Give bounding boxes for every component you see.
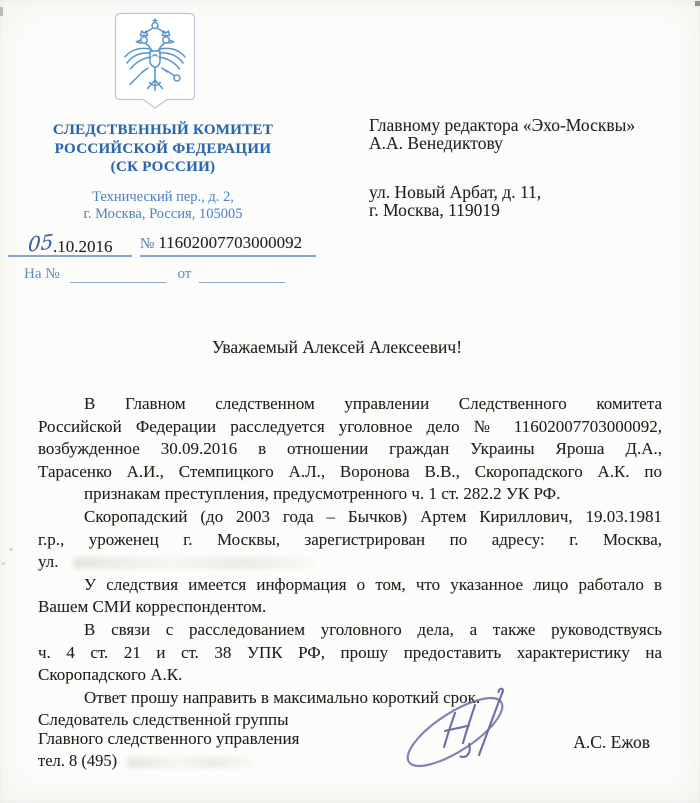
salutation: Уважаемый Алексей Алексеевич! bbox=[211, 337, 463, 357]
recipient-line: А.А. Венедиктову bbox=[369, 133, 503, 153]
body-line: Скоропадского А.К. bbox=[38, 665, 183, 685]
body-line: У следствия имеется информация о том, что указанное лицо работало в bbox=[84, 574, 662, 594]
signer-title bbox=[38, 711, 368, 748]
letterhead-org-name bbox=[10, 121, 316, 177]
body-line-text: ул. bbox=[38, 552, 59, 572]
body-line: ч. 4 ст. 21 и ст. 38 УПК РФ, прошу предоставить характеристику на bbox=[38, 642, 662, 662]
body-line: Ответ прошу направить в максимально короткий срок. bbox=[84, 687, 481, 707]
reply-number-label: На № bbox=[24, 266, 60, 282]
body-line-redacted bbox=[38, 551, 662, 574]
scan-artifact bbox=[9, 548, 13, 551]
body-line: В связи с расследованием уголовного дела, а также руководствуясь bbox=[84, 619, 662, 639]
recipient-line: Главному редактора «Эхо-Москвы» bbox=[369, 115, 636, 135]
letterhead-address-line: г. Москва, Россия, 105005 bbox=[83, 205, 243, 222]
body-line: Тарасенко А.И., Стемпицкого А.Л., Воронова В.В., Скоропадского А.К. по bbox=[38, 461, 662, 481]
body-line: Российской Федерации расследуется уголовное дело № 11602007703000092, bbox=[38, 416, 662, 436]
letterhead-address bbox=[10, 189, 316, 222]
redaction-smudge bbox=[73, 557, 315, 569]
letterhead-address-line: Технический пер., д. 2, bbox=[92, 189, 234, 205]
double-headed-eagle-icon bbox=[114, 12, 196, 110]
org-name-line: РОССИЙСКОЙ ФЕДЕРАЦИИ bbox=[54, 140, 272, 157]
outgoing-date-field bbox=[8, 229, 132, 257]
scan-artifact bbox=[0, 7, 3, 16]
reply-reference-row bbox=[24, 266, 324, 290]
body-line: признакам преступления, предусмотренного ч. 1 ст. 282.2 УК РФ. bbox=[84, 484, 561, 504]
printed-date: .10.2016 bbox=[52, 237, 113, 256]
handwritten-date-day: 05 bbox=[26, 229, 54, 257]
letter-body bbox=[38, 393, 662, 709]
recipient-address-line: г. Москва, 119019 bbox=[369, 200, 500, 220]
redaction-smudge bbox=[127, 757, 253, 768]
phone-text: тел. 8 (495) bbox=[38, 751, 118, 770]
body-line: Скоропадский (до 2003 года – Бычков) Артем Кириллович, 19.03.1981 bbox=[84, 506, 662, 526]
coat-of-arms-emblem bbox=[114, 12, 196, 110]
handwritten-signature bbox=[392, 684, 542, 774]
reply-number-blank bbox=[70, 266, 166, 283]
body-line: В Главном следственном управлении Следственного комитета bbox=[84, 394, 662, 413]
body-line: возбужденное 30.09.2016 в отношении граждан Украины Яроша Д.А., bbox=[38, 439, 662, 459]
signature-icon bbox=[392, 684, 542, 774]
scan-artifact bbox=[695, 1, 700, 6]
document-number: 11602007703000092 bbox=[158, 233, 303, 252]
outgoing-number-field bbox=[140, 233, 316, 257]
org-name-line: (СК РОССИИ) bbox=[110, 159, 216, 175]
body-line: Вашем СМИ корреспондентом. bbox=[38, 597, 267, 617]
phone-line bbox=[38, 751, 368, 771]
org-name-line: СЛЕДСТВЕННЫЙ КОМИТЕТ bbox=[52, 122, 274, 138]
signer-title-line: Главного следственного управления bbox=[38, 728, 300, 748]
reply-date-blank bbox=[199, 266, 285, 283]
number-sign: № bbox=[140, 236, 155, 252]
signer-title-line: Следователь следственной группы bbox=[38, 710, 289, 729]
reply-from-label: от bbox=[177, 266, 192, 282]
recipient-address-line: ул. Новый Арбат, д. 11, bbox=[369, 182, 542, 202]
recipient-block bbox=[369, 116, 679, 219]
body-line: г.р., уроженец г. Москвы, зарегистрирован по адресу: г. Москва, bbox=[38, 529, 662, 549]
scan-artifact bbox=[2, 562, 5, 565]
signer-name: А.С. Ежов bbox=[573, 732, 650, 752]
